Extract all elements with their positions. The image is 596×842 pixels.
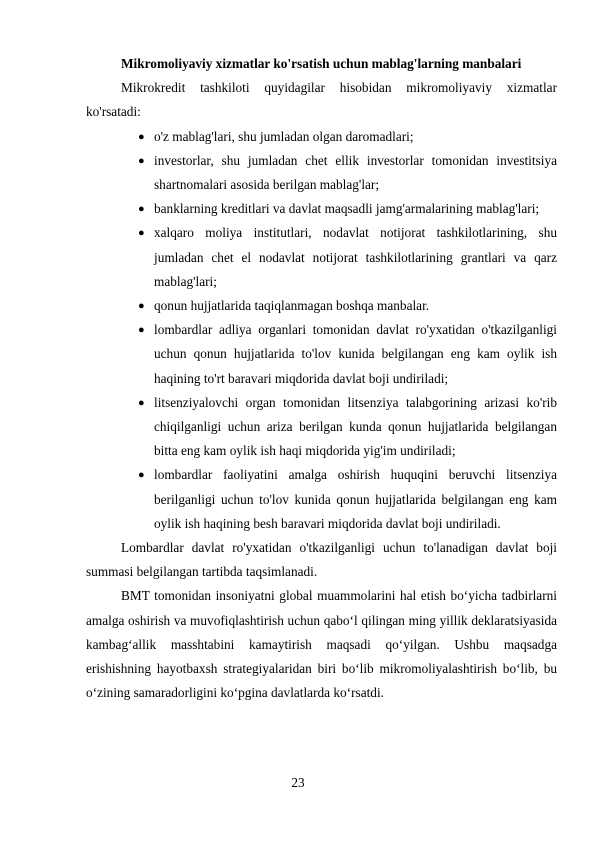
list-item [86, 221, 557, 294]
document-page [86, 52, 557, 705]
list-item-text: investorlar, shu jumladan chet ellik investorlar tomonidan investitsiya shartnomalari asosida berilgan mablag'lar; [154, 152, 557, 193]
list-item [86, 463, 557, 536]
list-item-text: lombardlar faoliyatini amalga oshirish huquqini beruvchi litsenziya berilganligi uchun to'lov kunida qonun hujjatlarida belgilangan eng kam oylik ish haqining besh baravari miqdorida davlat boji undiriladi. [154, 467, 557, 531]
list-item [86, 318, 557, 391]
page-number: 23 [291, 775, 305, 790]
list-item-text: lombardlar adliya organlari tomonidan davlat ro'yxatidan o'tkazilganligi uchun qonun hujjatlarida to'lov kunida belgilangan eng kam oylik ish haqining to'rt baravari miqdorida davlat boji undiriladi; [154, 322, 557, 386]
bullet-icon: ● [138, 130, 145, 143]
list-item [86, 149, 557, 197]
intro-paragraph: Mikrokredit tashkiloti quyidagilar hisobidan mikromoliyaviy xizmatlar ko'rsatadi: [86, 80, 557, 120]
list-item-text: qonun hujjatlarida taqiqlanmagan boshqa manbalar. [154, 298, 430, 314]
bullet-icon: ● [138, 469, 145, 482]
bullet-icon: ● [138, 154, 145, 167]
list-item [86, 125, 557, 149]
bullet-icon: ● [138, 300, 145, 313]
bmt-paragraph: BMT tomonidan insoniyatni global muammolarini hal etish bo‘yicha tadbirlarni amalga oshirish va muvofiqlashtirish uchun qabo‘l qilingan ming yillik deklaratsiyasida kambag‘allik masshtabini kamaytirish maqsadi qo‘yilgan. Ushbu maqsadga erishishning hayotbaxsh strategiyalaridan biri bo‘lib mikromoliyalashtirish bo‘lib, bu o‘zining samaradorligini ko‘pgina davlatlarda ko‘rsatdi. [86, 588, 557, 701]
lombard-duty-paragraph: Lombardlar davlat ro'yxatidan o'tkazilganligi uchun to'lanadigan davlat boji summasi belgilangan tartibda taqsimlanadi. [86, 540, 557, 580]
funding-sources-list [86, 125, 557, 536]
list-item-text: litsenziyalovchi organ tomonidan litsenziya talabgorining arizasi ko'rib chiqilganligi uchun ariza berilgan kunda qonun hujjatlarida belgilangan bitta eng kam oylik ish haqi miqdorida yig'im undiriladi; [154, 394, 557, 459]
list-item [86, 197, 557, 221]
list-item [86, 391, 557, 464]
bullet-icon: ● [138, 227, 145, 240]
bullet-icon: ● [138, 203, 145, 216]
list-item-text: xalqaro moliya institutlari, nodavlat notijorat tashkilotlarining, shu jumladan chet el nodavlat notijorat tashkilotlarining grantlari va qarz mablag'lari; [154, 225, 557, 289]
bullet-icon: ● [138, 324, 145, 337]
list-item [86, 294, 557, 318]
list-item-text: o'z mablag'lari, shu jumladan olgan daromadlari; [154, 128, 414, 144]
list-item-text: banklarning kreditlari va davlat maqsadli jamg'armalarining mablag'lari; [154, 201, 540, 217]
section-heading: Mikromoliyaviy xizmatlar ko'rsatish uchun mablag'larning manbalari [121, 56, 522, 71]
bullet-icon: ● [138, 396, 145, 409]
